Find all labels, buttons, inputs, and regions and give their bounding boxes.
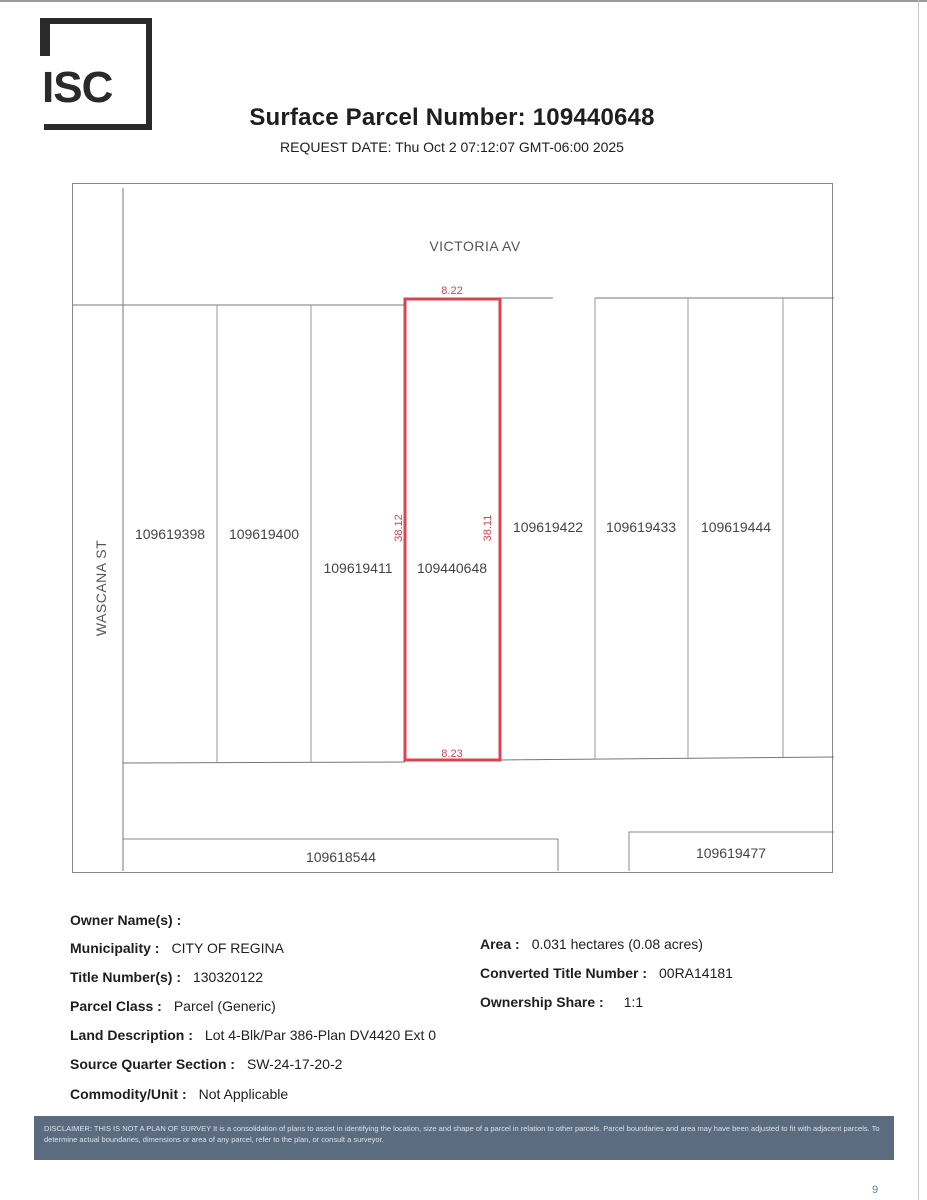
land-description-row <box>70 1027 436 1043</box>
page-number: 9 <box>872 1184 879 1196</box>
page-title: Surface Parcel Number: 109440648 <box>249 104 655 131</box>
parcel-class-value: Parcel (Generic) <box>173 998 276 1014</box>
parcel-label: 109619433 <box>605 519 677 535</box>
disclaimer-banner: DISCLAIMER: THIS IS NOT A PLAN OF SURVEY It is a consolidation of plans to assist in identifying the location, size and shape of a parcel in relation to other parcels. Parcel boundaries and area may have been adjusted to fit with adjacent parcels. To determine actual boundaries, dimensions or area of any parcel, refer to the plan, or consult a surveyor. <box>34 1116 894 1160</box>
parcel-label-subject: 109440648 <box>416 560 488 576</box>
parcel-label: 109619411 <box>323 560 393 576</box>
parcel-class-label: Parcel Class : <box>70 998 162 1014</box>
dimension-left: 38.12 <box>393 514 405 542</box>
parcel-class-row <box>70 998 276 1014</box>
ownership-share-label: Ownership Share : <box>480 994 604 1010</box>
land-description-value: Lot 4-Blk/Par 386-Plan DV4420 Ext 0 <box>204 1027 437 1043</box>
title-number-label: Title Number(s) : <box>70 969 181 985</box>
parcel-label: 109619400 <box>228 526 300 542</box>
converted-title-value: 00RA14181 <box>659 965 733 981</box>
source-quarter-value: SW-24-17-20-2 <box>246 1056 343 1072</box>
title-number-value: 130320122 <box>192 969 264 985</box>
area-label: Area : <box>480 936 520 952</box>
parcel-map <box>72 183 833 873</box>
commodity-value: Not Applicable <box>198 1086 289 1102</box>
parcel-label: 109619477 <box>695 845 767 861</box>
parcel-label: 109619444 <box>700 519 772 535</box>
commodity-label: Commodity/Unit : <box>70 1086 187 1102</box>
parcel-label: 109619398 <box>134 526 206 542</box>
parcel-label: 109619422 <box>512 519 584 535</box>
page-top-edge <box>0 0 927 2</box>
area-row <box>480 936 703 952</box>
request-date: REQUEST DATE: Thu Oct 2 07:12:07 GMT-06:00 2025 <box>280 139 624 155</box>
source-quarter-row <box>70 1056 342 1072</box>
dimension-bottom: 8.23 <box>441 748 463 760</box>
dimension-right: 38.11 <box>482 514 494 542</box>
municipality-value: CITY OF REGINA <box>171 940 284 956</box>
street-wascana-st: WASCANA ST <box>93 539 109 637</box>
ownership-share-row <box>480 994 643 1010</box>
municipality-label: Municipality : <box>70 940 160 956</box>
title-number-row <box>70 969 263 985</box>
converted-title-row <box>480 965 733 981</box>
municipality-row <box>70 940 284 956</box>
ownership-share-value: 1:1 <box>623 994 644 1010</box>
owner-row <box>70 912 193 928</box>
page-right-edge <box>918 0 919 1200</box>
owner-label: Owner Name(s) : <box>70 912 182 928</box>
land-description-label: Land Description : <box>70 1027 193 1043</box>
converted-title-label: Converted Title Number : <box>480 965 647 981</box>
street-victoria-av: VICTORIA AV <box>429 238 521 254</box>
commodity-row <box>70 1086 288 1102</box>
logo-text: ISC <box>42 63 113 112</box>
source-quarter-label: Source Quarter Section : <box>70 1056 235 1072</box>
parcel-label: 109618544 <box>305 849 377 865</box>
area-value: 0.031 hectares (0.08 acres) <box>531 936 703 952</box>
dimension-top: 8.22 <box>441 285 463 297</box>
